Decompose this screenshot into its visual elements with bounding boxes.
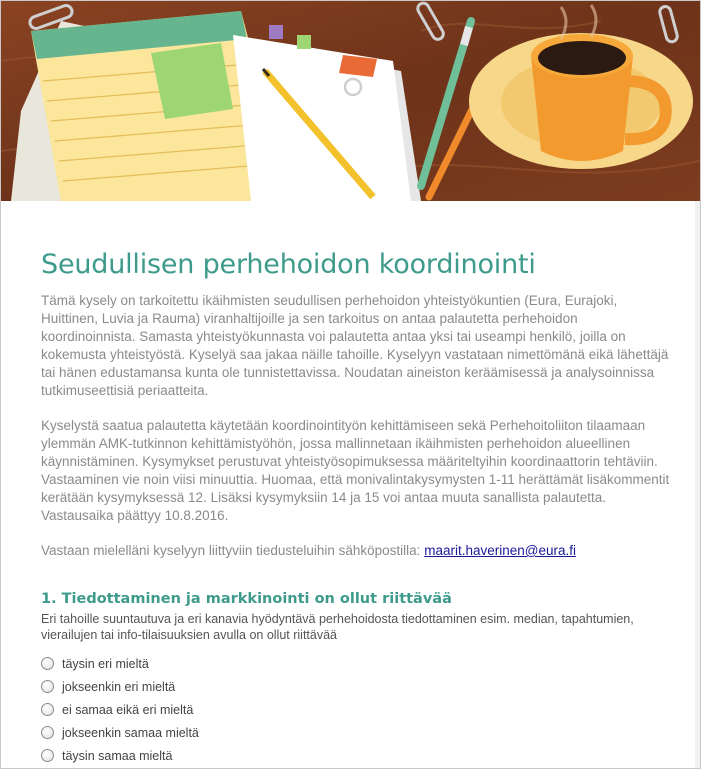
radio-button[interactable] (41, 703, 54, 716)
contact-paragraph (41, 542, 671, 560)
option-taysin-eri-mielta[interactable] (41, 652, 681, 675)
option-label: ei samaa eikä eri mieltä (62, 702, 194, 717)
question-1-options (41, 652, 681, 767)
survey-intro (41, 292, 671, 560)
radio-button[interactable] (41, 726, 54, 739)
intro-paragraph-1: Tämä kysely on tarkoitettu ikäihmisten seudullisen perhehoidon yhteistyökuntien (Eura, Eurajoki, Huittinen, Luvia ja Rauma) viranhaltijoille ja sen tarkoitus on antaa palautetta perhehoidon koordinoinnista. Samasta yhteistyökunnasta voi palautetta antaa yksi tai useampi henkilö, joilla on kokemusta yhteistyöstä. Kyselyä saa jakaa näille tahoille. Kyselyyn vastataan nimettömänä eikä lähettäjä tai hänen edustamansa kunta ole tunnistettavissa. Noudatan aineiston keräämisessä ja analysoinnissa tutkimuseettisiä periaatteita. (41, 293, 669, 398)
option-taysin-samaa-mielta[interactable] (41, 744, 681, 767)
intro-paragraph-2: Kyselystä saatua palautetta käytetään koordinointityön kehittämiseen sekä Perhehoitoliiton tilaamaan ylemmän AMK-tutkinnon kehittämistyöhön, jossa mallinnetaan ikäihmisten perhehoidon alueellinen käynnistäminen. Kysymykset perustuvat yhteistyösopimuksessa määriteltyihin koordinaattorin tehtäviin. Vastaaminen vie noin viisi minuuttia. Huomaa, että monivalintakysymysten 1-11 herättämät lisäkommentit kerätään kysymyksessä 12. Lisäksi kysymyksiin 14 ja 15 voi antaa muuta sanallista palautetta. Vastausaika päättyy 10.8.2016. (41, 418, 670, 523)
option-label: jokseenkin eri mieltä (62, 679, 176, 694)
sticky-note (151, 43, 233, 119)
survey-title: Seudullisen perhehoidon koordinointi (41, 249, 536, 280)
option-jokseenkin-eri-mielta[interactable] (41, 675, 681, 698)
contact-email-link[interactable]: maarit.haverinen@eura.fi (424, 543, 576, 558)
option-label: jokseenkin samaa mieltä (62, 725, 199, 740)
contact-text: Vastaan mielelläni kyselyyn liittyviin tiedusteluihin sähköpostilla: (41, 543, 425, 558)
scrollbar-track[interactable] (695, 201, 700, 768)
option-label: täysin samaa mieltä (62, 748, 173, 763)
option-ei-samaa-eika-eri-mielta[interactable] (41, 698, 681, 721)
header-banner (1, 1, 700, 201)
question-1-description: Eri tahoille suuntautuva ja eri kanavia hyödyntävä perhehoidosta tiedottaminen esim. median, tapahtumien, vierailujen tai info-tilaisuuksien avulla on ollut riittävää (41, 612, 634, 642)
survey-intro-section (41, 249, 671, 560)
radio-button[interactable] (41, 657, 54, 670)
option-label: täysin eri mieltä (62, 656, 149, 671)
question-1-title: 1. Tiedottaminen ja markkinointi on ollut riittävää (41, 591, 452, 607)
question-1 (41, 591, 681, 767)
option-jokseenkin-samaa-mielta[interactable] (41, 721, 681, 744)
radio-button[interactable] (41, 749, 54, 762)
radio-button[interactable] (41, 680, 54, 693)
